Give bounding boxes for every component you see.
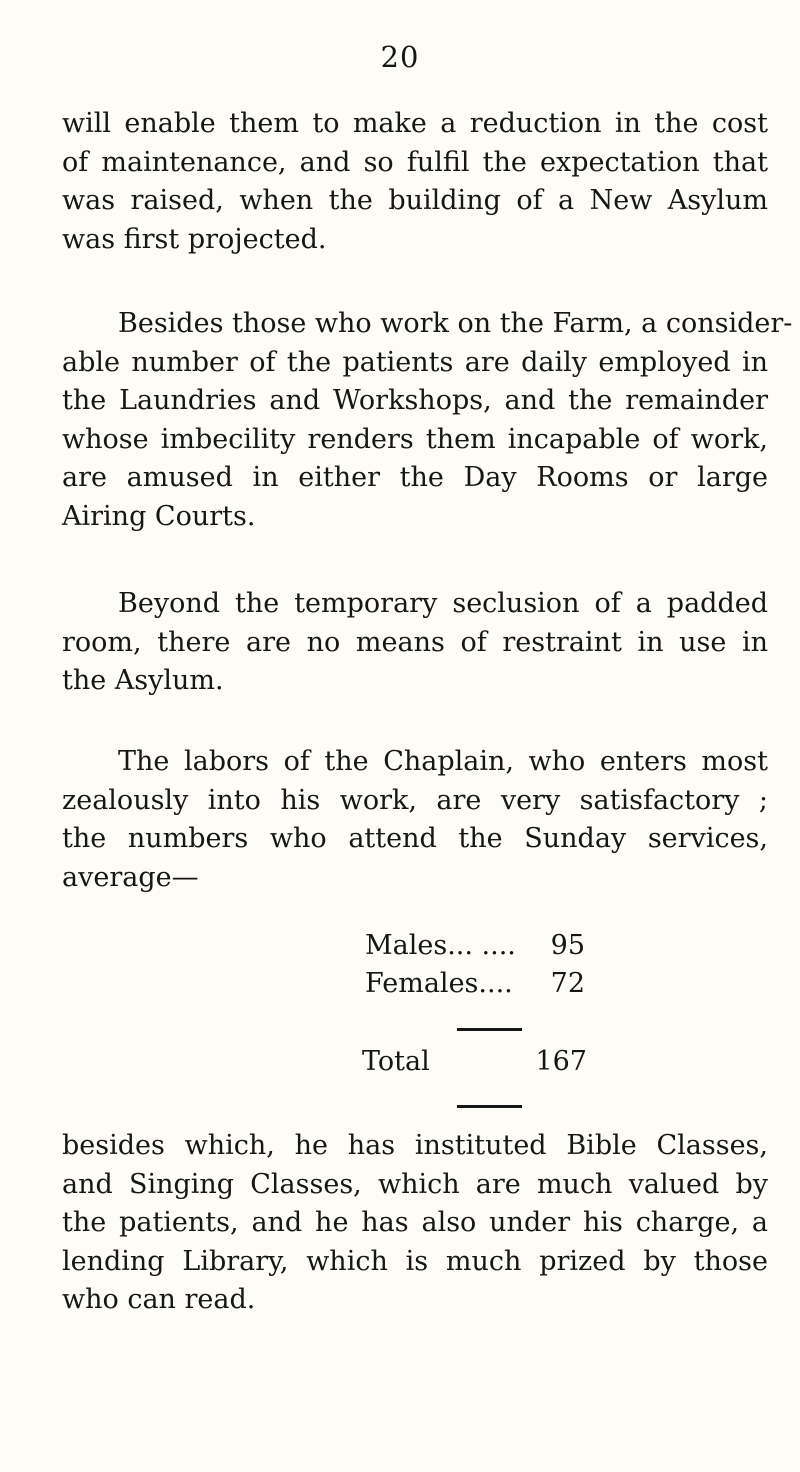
text-line: will enable them to make a reduction in the cost: [62, 108, 768, 139]
total-label: Total: [362, 1046, 430, 1077]
page-number: 20: [380, 40, 420, 74]
text-line: was first projected.: [62, 223, 327, 255]
text-line: the patients, and he has also under his charge, a: [62, 1207, 768, 1238]
text-line: Beyond the temporary seclusion of a padded: [118, 588, 768, 619]
total-value: 167: [535, 1046, 587, 1077]
sum-rule: [457, 1028, 522, 1031]
text-line: of maintenance, and so fulfil the expectation that: [62, 146, 768, 178]
text-line: Besides those who work on the Farm, a consider-: [118, 308, 793, 339]
text-line: room, there are no means of restraint in use in: [62, 626, 768, 658]
text-line: average—: [62, 861, 199, 893]
attendance-row-females: [365, 968, 615, 1002]
paragraph-employment: [62, 305, 793, 536]
text-line: lending Library, which is much prized by those: [62, 1245, 768, 1277]
text-line: was raised, when the building of a New Asylum: [62, 185, 768, 216]
attendance-value: 95: [550, 930, 585, 961]
text-line: besides which, he has instituted Bible Classes,: [62, 1130, 768, 1161]
closing-rule: [457, 1105, 522, 1108]
text-line: whose imbecility renders them incapable of work,: [62, 423, 768, 455]
attendance-label: Females....: [365, 968, 513, 999]
text-line: Airing Courts.: [62, 500, 256, 532]
attendance-label: Males... ....: [365, 930, 516, 961]
attendance-row-total: [362, 1046, 615, 1080]
text-line: the numbers who attend the Sunday services,: [62, 823, 768, 854]
text-line: are amused in either the Day Rooms or large: [62, 462, 768, 493]
paragraph-restraint: [62, 585, 768, 701]
text-line: who can read.: [62, 1284, 256, 1315]
text-line: the Asylum.: [62, 665, 224, 696]
paragraph-chaplain: [62, 743, 768, 897]
text-line: and Singing Classes, which are much valued by: [62, 1168, 768, 1200]
attendance-value: 72: [550, 968, 585, 999]
text-line: able number of the patients are daily employed in: [62, 346, 768, 378]
text-line: The labors of the Chaplain, who enters most: [118, 746, 768, 777]
attendance-row-males: [365, 930, 615, 964]
paragraph-maintenance: [62, 105, 768, 259]
paragraph-classes: [62, 1127, 768, 1320]
text-line: zealously into his work, are very satisfactory ;: [62, 784, 768, 816]
text-line: the Laundries and Workshops, and the remainder: [62, 385, 768, 416]
